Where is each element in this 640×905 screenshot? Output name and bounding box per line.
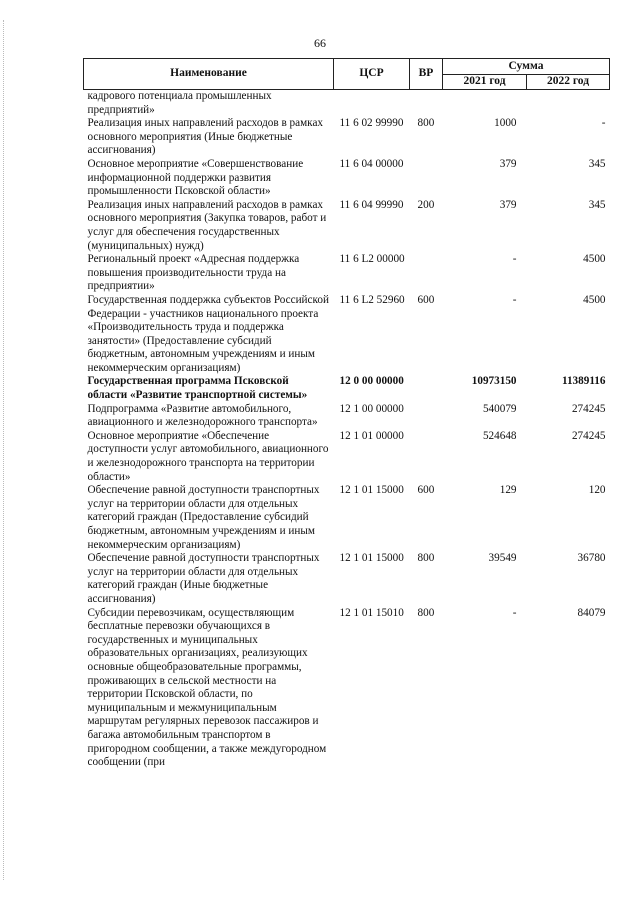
row-amount-2021: 379 xyxy=(499,157,517,170)
row-csr-code: 11 6 L2 00000 xyxy=(339,253,405,266)
row-amount-2021: 10973150 xyxy=(471,375,517,388)
row-csr-code: 12 1 00 00000 xyxy=(339,402,404,415)
table-row xyxy=(84,199,610,253)
table-body xyxy=(84,90,610,770)
row-amount-2022: 120 xyxy=(588,484,606,497)
row-vr-code xyxy=(410,253,443,294)
row-csr-code: 11 6 04 99990 xyxy=(339,198,404,211)
row-name: Подпрограмма «Развитие автомобильного, авиационного и железнодорожного транспорта» xyxy=(87,402,318,429)
header-year-2022: 2022 год xyxy=(527,75,610,90)
row-vr-code: 800 xyxy=(417,552,435,565)
row-name: Региональный проект «Адресная поддержка повышения производительности труда на предприятии» xyxy=(87,253,300,293)
table-row xyxy=(84,403,610,430)
row-csr-code: 11 6 02 99990 xyxy=(339,117,404,130)
row-amount-2021: 379 xyxy=(499,198,517,211)
table-row xyxy=(84,158,610,199)
row-name: кадрового потенциала промышленных предприятий» xyxy=(87,90,272,116)
header-year-2021: 2021 год xyxy=(443,75,527,90)
row-amount-2021: 1000 xyxy=(494,117,517,130)
row-amount-2022: 4500 xyxy=(583,293,606,306)
row-name: Реализация иных направлений расходов в рамках основного мероприятия (Закупка товаров, работ и услуг для обеспечения государственных (муниципальных) нужд) xyxy=(87,198,327,252)
row-name: Государственная поддержка субъектов Российской Федерации - участников национального проекта «Производительность труда и поддержка занятости» (Предоставление субсидий бюджетным, автономным учреждениям и иным некоммерческим организациям) xyxy=(87,293,329,374)
row-vr-code: 800 xyxy=(417,117,435,130)
scan-edge xyxy=(3,20,4,880)
row-amount-2021: 129 xyxy=(499,484,517,497)
row-amount-2021: 39549 xyxy=(488,552,517,565)
row-csr-code: 12 1 01 00000 xyxy=(339,429,404,442)
row-csr-code: 11 6 04 00000 xyxy=(339,157,404,170)
header-csr: ЦСР xyxy=(334,59,410,90)
row-amount-2022: 36780 xyxy=(577,552,606,565)
row-amount-2021: - xyxy=(512,606,517,619)
table-row xyxy=(84,430,610,484)
row-amount-2022: 345 xyxy=(588,198,606,211)
row-amount-2022: 274245 xyxy=(571,402,606,415)
row-amount-2022: 274245 xyxy=(571,429,606,442)
row-vr-code xyxy=(410,430,443,484)
row-csr-code: 12 1 01 15000 xyxy=(339,552,404,565)
row-csr-code: 11 6 L2 52960 xyxy=(339,293,405,306)
row-vr-code: 800 xyxy=(417,606,435,619)
header-vr: ВР xyxy=(410,59,443,90)
row-name: Основное мероприятие «Совершенствование информационной поддержки развития промышленности Псковской области» xyxy=(87,157,304,198)
row-csr-code: 12 0 00 00000 xyxy=(339,375,404,388)
row-vr-code xyxy=(410,158,443,199)
table-row xyxy=(84,117,610,158)
row-vr-code xyxy=(410,375,443,402)
row-amount-2022 xyxy=(527,90,610,118)
header-name: Наименование xyxy=(84,59,334,90)
budget-table xyxy=(83,58,610,770)
row-amount-2022: 345 xyxy=(588,157,606,170)
table-row xyxy=(84,253,610,294)
row-name: Обеспечение равной доступности транспортных услуг на территории области для отдельных категорий граждан (Иные бюджетные ассигнования) xyxy=(87,552,320,605)
page-number: 66 xyxy=(314,36,326,50)
row-amount-2021: 540079 xyxy=(482,402,517,415)
table-row xyxy=(84,607,610,770)
row-vr-code: 600 xyxy=(417,293,435,306)
row-amount-2021: 524648 xyxy=(482,429,517,442)
row-vr-code: 200 xyxy=(417,198,435,211)
row-csr-code: 12 1 01 15000 xyxy=(339,484,404,497)
row-name: Государственная программа Псковской области «Развитие транспортной системы» xyxy=(87,375,308,402)
table-row xyxy=(84,375,610,402)
row-name: Субсидии перевозчикам, осуществляющим бесплатные перевозки обучающихся в государственных и муниципальных образовательных организациях, реализующих основные общеобразовательные программы, проживающих в сельской местности на территории Псковской области, по муниципальным и межмуниципальным маршрутам регулярных перевозок пассажиров и багажа автомобильным транспортом в пригородном сообщении, а также междугородном сообщении (при xyxy=(87,606,327,769)
row-amount-2021: - xyxy=(512,253,517,266)
row-csr-code xyxy=(334,90,410,118)
row-name: Обеспечение равной доступности транспортных услуг на территории области для отдельных категорий граждан (Предоставление субсидий бюджетным, автономным учреждениям и иным некоммерческим организациям) xyxy=(87,484,320,551)
table-row xyxy=(84,90,610,118)
row-vr-code xyxy=(410,403,443,430)
row-name: Реализация иных направлений расходов в рамках основного мероприятия (Иные бюджетные ассигнования) xyxy=(87,117,324,157)
row-name: Основное мероприятие «Обеспечение доступности услуг автомобильного, авиационного и железнодорожного транспорта на территории области» xyxy=(87,429,329,483)
row-csr-code: 12 1 01 15010 xyxy=(339,606,404,619)
row-vr-code: 600 xyxy=(417,484,435,497)
header-sum: Сумма xyxy=(443,59,610,75)
row-amount-2022: 84079 xyxy=(577,606,606,619)
row-amount-2022: - xyxy=(601,117,606,130)
row-amount-2021 xyxy=(443,90,527,118)
row-amount-2021: - xyxy=(512,293,517,306)
row-amount-2022: 4500 xyxy=(583,253,606,266)
row-amount-2022: 11389116 xyxy=(561,375,606,388)
table-row xyxy=(84,484,610,552)
row-vr-code xyxy=(410,90,443,118)
table-row xyxy=(84,294,610,376)
table-row xyxy=(84,552,610,606)
